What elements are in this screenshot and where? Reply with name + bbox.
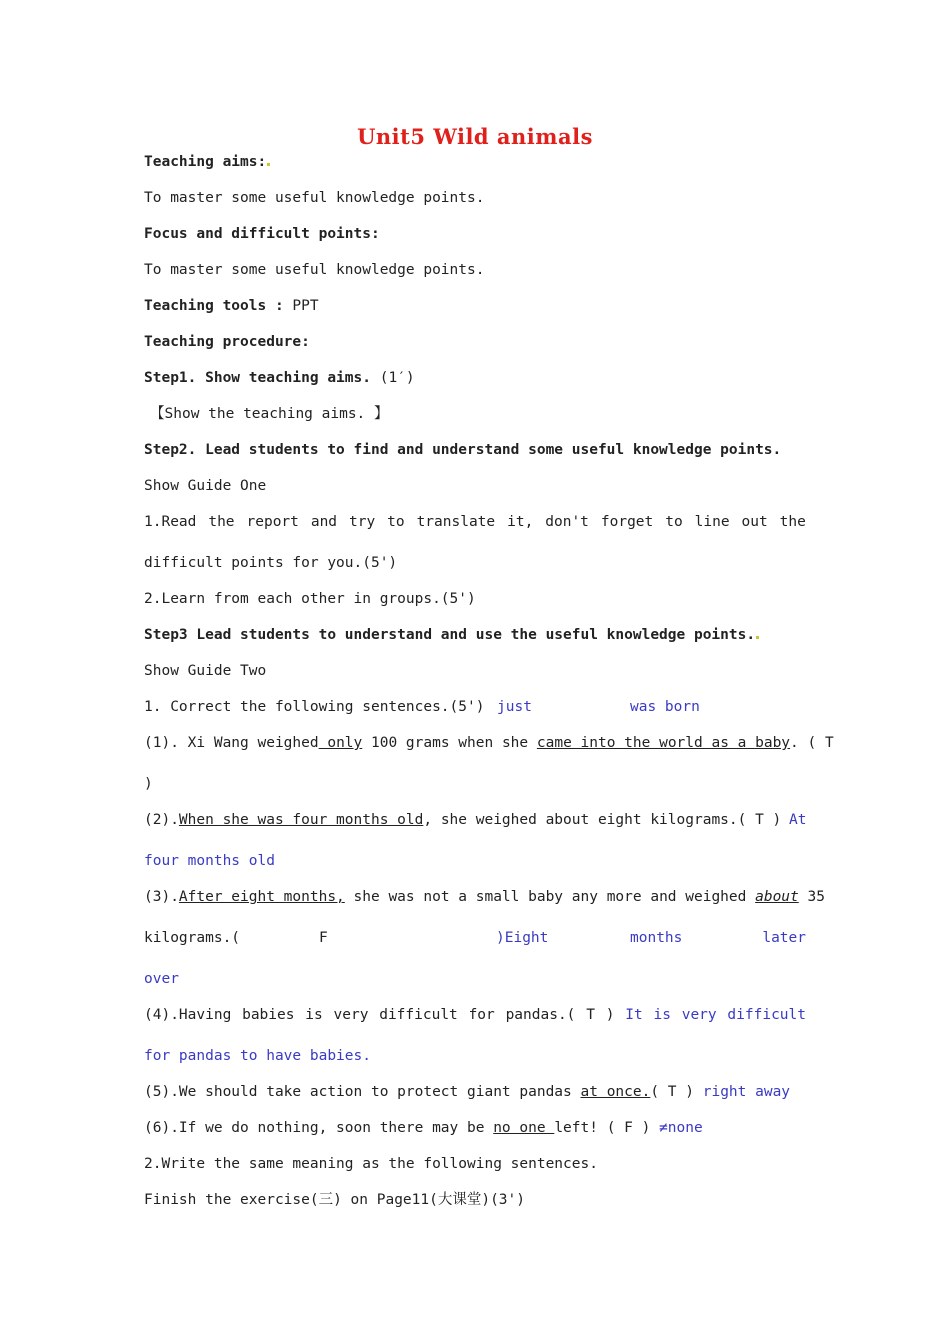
focus-heading: Focus and difficult points:	[144, 226, 380, 242]
step1-detail: 【Show the teaching aims. 】	[150, 406, 389, 422]
underlined-text: came into the world as a baby	[536, 735, 791, 751]
word: and	[310, 514, 338, 530]
underlined-text: When she was four months old	[178, 812, 424, 828]
text: (6).If we do nothing, soon there may be	[144, 1120, 494, 1136]
underlined-text: at once.	[580, 1084, 651, 1100]
annotation-just: just	[497, 699, 532, 715]
text: (1). Xi Wang weighed	[144, 735, 319, 751]
answer-text: months	[630, 930, 683, 946]
underlined-text: no one	[493, 1120, 555, 1136]
step2-item1	[144, 512, 806, 532]
word: the	[208, 514, 235, 530]
step1-heading	[144, 368, 806, 388]
word: 1.Read	[144, 514, 197, 530]
sentence-2-answer-start: At	[789, 812, 807, 828]
text: (3).	[144, 889, 179, 905]
text: (2).	[144, 812, 179, 828]
word: try	[349, 514, 376, 530]
step3-label: Step3 Lead students to understand and use the useful knowledge points.	[144, 627, 756, 643]
answer-text: ≠none	[659, 1120, 703, 1136]
sentence-4	[144, 1005, 806, 1025]
step3-heading	[144, 625, 806, 645]
word: line	[694, 514, 730, 530]
step1-label: Step1. Show teaching aims.	[144, 370, 371, 386]
sentence-4-answer: for pandas to have babies.	[144, 1048, 371, 1064]
teaching-tools	[144, 296, 806, 316]
text: 100 grams when she	[362, 735, 537, 751]
sentence-5	[144, 1082, 806, 1102]
sentence-2	[144, 810, 806, 830]
write-same-meaning: 2.Write the same meaning as the following sentences.	[144, 1156, 598, 1172]
word: difficult	[379, 1007, 458, 1023]
text: F	[319, 930, 328, 946]
word: it,	[507, 514, 534, 530]
tools-value: PPT	[292, 298, 319, 314]
word: report	[246, 514, 299, 530]
mark-dot-icon	[756, 636, 759, 639]
answer-word: It	[625, 1007, 643, 1023]
step2-heading: Step2. Lead students to find and understand some useful knowledge points.	[144, 442, 782, 458]
annotation-was-born: was born	[630, 699, 700, 715]
word: )	[605, 1007, 615, 1023]
finish-exercise: Finish the exercise(三) on Page11(大课堂)(3')	[144, 1192, 525, 1208]
text: she was not a small baby any more and weighed	[344, 889, 756, 905]
word: translate	[416, 514, 496, 530]
underlined-italic-text: about	[755, 889, 799, 905]
text: . ( T	[790, 735, 834, 751]
sentence-2-answer: four months old	[144, 853, 275, 869]
sentence-3	[144, 887, 825, 907]
text: (5).We should take action to protect giant pandas	[144, 1084, 581, 1100]
word: the	[779, 514, 806, 530]
text: , she weighed about eight kilograms.( T )	[423, 812, 782, 828]
word: pandas.(	[505, 1007, 576, 1023]
word: don't	[545, 514, 589, 530]
page-title: Unit5 Wild animals	[357, 124, 593, 149]
word: forget	[600, 514, 654, 530]
step1-time: (1′)	[379, 370, 415, 386]
answer-word: very	[681, 1007, 717, 1023]
mark-dot-icon	[267, 163, 270, 166]
word: for	[468, 1007, 495, 1023]
answer-text: right away	[702, 1084, 791, 1100]
underlined-text: After eight months,	[178, 889, 345, 905]
step2-item1-cont: difficult points for you.(5')	[144, 555, 398, 571]
sentence-3-answer-cont: over	[144, 971, 179, 987]
step2-guide: Show Guide One	[144, 478, 267, 494]
word: (4).Having	[144, 1007, 232, 1023]
step3-guide: Show Guide Two	[144, 663, 267, 679]
underlined-text: only	[318, 735, 363, 751]
tools-label: Teaching tools :	[144, 298, 284, 314]
word: out	[741, 514, 768, 530]
word: to	[387, 514, 405, 530]
text: 35	[798, 889, 825, 905]
answer-text: later	[762, 930, 806, 946]
teaching-aims-text: To master some useful knowledge points.	[144, 190, 485, 206]
sentence-1-cont: )	[144, 776, 153, 792]
answer-word: difficult	[727, 1007, 806, 1023]
answer-word: is	[653, 1007, 671, 1023]
word: to	[665, 514, 683, 530]
focus-text: To master some useful knowledge points.	[144, 262, 485, 278]
teaching-aims-label: Teaching aims:	[144, 154, 267, 170]
answer-text: )Eight	[496, 930, 549, 946]
text: ( T )	[650, 1084, 694, 1100]
word: is	[305, 1007, 323, 1023]
text: kilograms.(	[144, 930, 241, 946]
word: T	[586, 1007, 595, 1023]
text: left! ( F )	[554, 1120, 651, 1136]
correct-intro: 1. Correct the following sentences.(5')	[144, 699, 485, 715]
sentence-1	[144, 733, 834, 753]
word: babies	[242, 1007, 295, 1023]
word: very	[333, 1007, 369, 1023]
teaching-aims-heading	[144, 152, 806, 172]
procedure-heading: Teaching procedure:	[144, 334, 310, 350]
sentence-6	[144, 1118, 806, 1138]
step2-item2: 2.Learn from each other in groups.(5')	[144, 591, 476, 607]
